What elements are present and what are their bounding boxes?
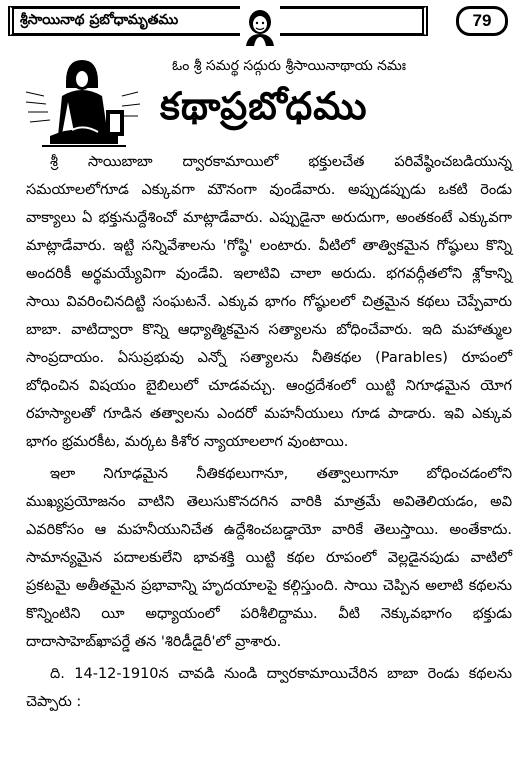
page-header bbox=[8, 6, 512, 50]
paragraph: శ్రీ సాయిబాబా ద్వారకామాయిలో భక్తులచేత పరివేష్ఠించబడియున్న సమయాలలోగూడ ఎక్కువగా మౌనంగా వుండేవారు. అప్పుడప్పుడు ఒకటి రెండు వాక్యాలు ఏ భక్తునుద్దేశించో మాట్లాడేవారు. ఎప్పుడైనా అరుదుగా, అంతకంటే ఎక్కువగా మాట్లాడేవారు. ఇట్టి సన్నివేశాలను 'గోష్ఠి' లంటారు. వీటిలో తాత్వికమైన గోష్ఠులు కొన్ని అందరికీ అర్థమయ్యేవిగా వుండేవి. ఇలాటివి చాలా అరుదు. భగవద్గీతలోని శ్లోకాన్ని సాయి వివరించినదిట్టి సంఘటనే. ఎక్కువ భాగం గోష్ఠులలో చిత్రమైన కథలు చెప్పేవారు బాబా. వాటిద్వారా కొన్ని ఆధ్యాత్మికమైన సత్యాలను బోధించేవారు. ఇది మహాత్ముల సాంప్రదాయం. ఏసుప్రభువు ఎన్నో సత్యాలను నీతికథల (Parables) రూపంలో బోధించిన విషయం బైబిలులో చూడవచ్చు. ఆంధ్రదేశంలో యిట్టి నిగూఢమైన యోగ రహస్యాలతో గూడిన తత్వాలను ఎందరో మహనీయులు గూడ పాడారు. ఇవి ఎక్కువ భాగం భ్రమరకీట, మర్కట కిశోర న్యాయాలలాగ వుంటాయి. bbox=[26, 154, 512, 450]
page-number: 79 bbox=[456, 6, 508, 36]
book-title: శ్రీసాయినాథ ప్రబోధామృతము bbox=[20, 11, 179, 28]
sai-baba-portrait-icon bbox=[240, 6, 280, 46]
body-text bbox=[26, 148, 512, 720]
seated-sai-baba-illustration-icon bbox=[22, 52, 142, 148]
paragraph: ది. 14-12-1910న చావడి నుండి ద్వారకామాయిచేరిన బాబా రెండు కథలను చెప్పారు : bbox=[26, 666, 512, 710]
chapter-title: కథాప్రబోధము bbox=[160, 84, 368, 128]
invocation-line: ఓం శ్రీ సమర్థ సద్గురు శ్రీసాయినాథాయ నమః bbox=[172, 58, 406, 74]
paragraph: ఇలా నిగూఢమైన నీతికథలుగానూ, తత్వాలుగానూ బోధించడంలోని ముఖ్యప్రయోజనం వాటిని తెలుసుకొనదగిన వారికి మాత్రమే అవితెలియడం, అవి ఎవరికోసం ఆ మహనీయునిచేత ఉద్దేశించబడ్డాయో వారికే తెలుస్తాయి. అంతేకాదు. సామాన్యమైన పదాలకులేని భావశక్తి యిట్టి కథల రూపంలో వెల్లడైనపుడు వాటిలో ప్రకటమై అతీతమైన ప్రభావాన్ని హృదయాలపై కల్గిస్తుంది. సాయి చెప్పిన అలాటి కథలను కొన్నింటిని యీ అధ్యాయంలో పరిశీలిద్దాము. వీటి నెక్కువభాగం భక్తుడు దాదాసాహెబ్‌ఖాపర్డే తన 'శిరిడీడైరీ'లో వ్రాశారు. bbox=[26, 466, 512, 650]
book-title-banner bbox=[8, 6, 428, 36]
